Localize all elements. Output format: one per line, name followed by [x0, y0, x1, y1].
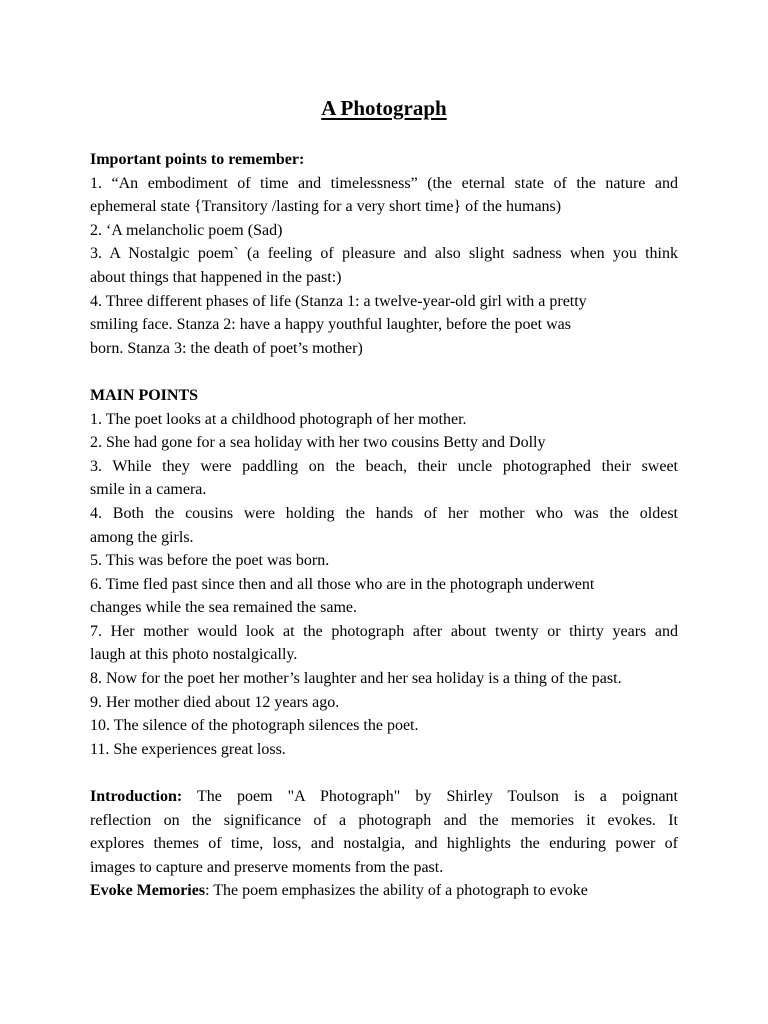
- main-point-line: 11. She experiences great loss.: [90, 740, 286, 758]
- main-points-heading: MAIN POINTS: [90, 386, 199, 404]
- main-point-line: 4. Both the cousins were holding the hands of her mother who was the oldest: [90, 504, 678, 522]
- important-point-line: 2. ‘A melancholic poem (Sad): [90, 221, 283, 239]
- document-title: A Photograph: [321, 96, 447, 120]
- introduction-line: images to capture and preserve moments from the past.: [90, 858, 444, 876]
- important-point-line: 3. A Nostalgic poem` (a feeling of pleasure and also slight sadness when you think: [90, 245, 678, 263]
- important-point-line: ephemeral state {Transitory /lasting for a very short time} of the humans): [90, 198, 562, 216]
- main-point-line: 10. The silence of the photograph silences the poet.: [90, 717, 419, 735]
- introduction-line: explores themes of time, loss, and nostalgia, and highlights the enduring power of: [90, 835, 678, 853]
- paragraph-spacer: [90, 360, 678, 384]
- main-point-line: 6. Time fled past since then and all those who are in the photograph underwent: [90, 575, 595, 593]
- main-point-line: among the girls.: [90, 528, 194, 546]
- important-point-line: 1. “An embodiment of time and timelessness” (the eternal state of the nature and: [90, 174, 678, 192]
- important-points-section: [90, 148, 678, 360]
- main-point-line: 3. While they were paddling on the beach, their uncle photographed their sweet: [90, 457, 678, 475]
- evoke-memories-label: Evoke Memories: [90, 882, 206, 900]
- evoke-memories-text: : The poem emphasizes the ability of a photograph to evoke: [205, 882, 588, 900]
- evoke-memories-line: [90, 879, 678, 903]
- introduction-text: The poem "A Photograph" by Shirley Toulson is a poignant: [182, 788, 678, 806]
- main-point-line: 2. She had gone for a sea holiday with her two cousins Betty and Dolly: [90, 434, 546, 452]
- main-point-line: changes while the sea remained the same.: [90, 599, 357, 617]
- main-point-line: smile in a camera.: [90, 481, 207, 499]
- main-point-line: 7. Her mother would look at the photograph after about twenty or thirty years and: [90, 622, 678, 640]
- introduction-first-line: [90, 785, 678, 809]
- paragraph-spacer: [90, 761, 678, 785]
- important-point-line: born. Stanza 3: the death of poet’s mother): [90, 339, 363, 357]
- main-point-line: laugh at this photo nostalgically.: [90, 646, 298, 664]
- introduction-line: reflection on the significance of a photograph and the memories it evokes. It: [90, 811, 678, 829]
- introduction-label: Introduction:: [90, 788, 183, 806]
- main-points-section: [90, 384, 678, 762]
- main-point-line: 8. Now for the poet her mother’s laughter and her sea holiday is a thing of the past.: [90, 670, 622, 688]
- important-point-line: 4. Three different phases of life (Stanza 1: a twelve-year-old girl with a pretty: [90, 292, 587, 310]
- important-point-line: about things that happened in the past:): [90, 268, 342, 286]
- main-point-line: 1. The poet looks at a childhood photograph of her mother.: [90, 410, 467, 428]
- document-body: [90, 148, 678, 903]
- main-point-line: 5. This was before the poet was born.: [90, 552, 330, 570]
- important-point-line: smiling face. Stanza 2: have a happy youthful laughter, before the poet was: [90, 316, 571, 334]
- evoke-memories-paragraph: [90, 879, 678, 903]
- main-point-line: 9. Her mother died about 12 years ago.: [90, 693, 340, 711]
- important-points-heading: Important points to remember:: [90, 151, 305, 168]
- introduction-paragraph: [90, 785, 678, 879]
